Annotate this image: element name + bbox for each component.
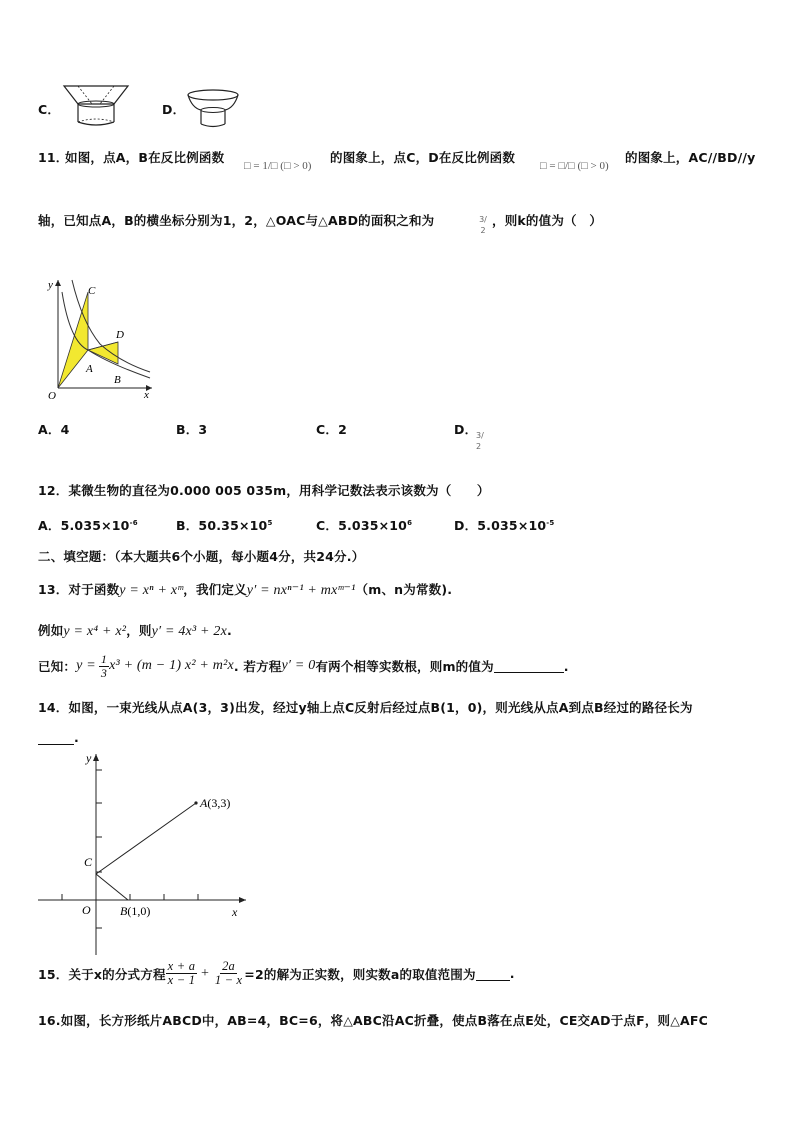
fig14-x-label: x (232, 905, 238, 919)
fig11-d-label: D (116, 329, 124, 341)
q14-answer-blank[interactable] (38, 732, 74, 745)
fig11-c-label: C (88, 285, 96, 297)
q15-prefix: 15．关于x的分式方程 (38, 966, 166, 982)
fig14-b-coord: (1,0) (127, 904, 151, 918)
frustum-solid-figure-icon (62, 82, 130, 128)
q15-equation-text: =2的解为正实数，则实数a的取值范围为 (244, 966, 476, 982)
fig14-a-letter: A (200, 796, 208, 810)
q10-option-d-label: D． (162, 102, 186, 117)
fig14-c-label: C (84, 855, 93, 869)
q15-fraction-2 (213, 960, 244, 987)
q12-text: 12．某微生物的直径为0.000 005 035m，用科学记数法表示该数为（ ） (38, 483, 490, 498)
q11-fraction-value (478, 214, 488, 236)
fig11-b-label: B (114, 374, 121, 386)
q15-fraction-2-den: 1 − x (214, 973, 243, 988)
q12-option-b (176, 516, 273, 534)
q12-option-d-label: D．5.035×10 (454, 518, 547, 533)
q11-option-c: C．2 (316, 422, 347, 437)
q13-text-2: （m、n为常数). (355, 582, 453, 597)
fig14-a-label (199, 796, 230, 810)
q11-text-3: 的图象上，AC//BD//y (625, 150, 756, 165)
q13-line-1 (38, 580, 452, 599)
q12-option-a (38, 516, 138, 534)
q13-example-end: . (227, 623, 232, 638)
q15-fraction-1-num: x + a (167, 959, 196, 973)
q13-known-end: 有两个相等实数根，则m的值为 (315, 659, 494, 675)
q13-example-formula-1: y = x⁴ + x² (63, 624, 127, 639)
q14-text: 14．如图，一束光线从点A(3，3)出发，经过y轴上点C反射后经过点B(1，0)，则光线从点A到点B经过的路径长为 (38, 700, 693, 715)
ray-ac (96, 803, 196, 874)
q10-option-c-label: C． (38, 102, 61, 117)
q13-example-prefix: 例如 (38, 623, 64, 638)
q13-known-y: y = (76, 658, 96, 674)
q13-example (38, 621, 232, 640)
q15-answer-blank[interactable] (476, 967, 510, 981)
q13-known-label: 已知： (38, 659, 77, 675)
fig14-b-letter: B (120, 904, 128, 918)
q12-option-c (316, 516, 412, 534)
q14-blank-end: . (74, 730, 79, 745)
q13-known-formula-2: y′ = 0 (281, 658, 316, 674)
q11-text-2: 的图象上，点C，D在反比例函数 (330, 150, 516, 165)
q13-known-dot: . (563, 658, 569, 674)
ray-cb (96, 874, 128, 900)
fig11-a-label: A (86, 363, 93, 375)
q13-known-fraction-num: 1 (100, 652, 108, 666)
q11-figure (40, 272, 160, 402)
bowl-solid-figure-icon (186, 88, 240, 130)
q16-text: 16.如图，长方形纸片ABCD中，AB=4，BC=6，将△ABC沿AC折叠，使点B落在点E处，CE交AD于点F，则△AFC (38, 1013, 709, 1028)
q12-option-a-exp: -6 (129, 518, 138, 527)
fig14-o-label: O (82, 903, 91, 917)
q11-formula-1: □ = 1/□ (□ > 0) (244, 160, 312, 172)
fig14-a-coord: (3,3) (207, 796, 231, 810)
q13-known-fraction-den: 3 (100, 665, 108, 680)
q15-fraction-2-num: 2a (222, 959, 235, 973)
q13-example-mid: ，则 (126, 623, 152, 638)
q13-formula-1: y = xⁿ + xᵐ (119, 583, 184, 598)
section-header: 二、填空题：（本大题共6个小题，每小题4分，共24分.） (38, 549, 365, 564)
q11-option-d-value: 3/2 (476, 431, 484, 451)
q13-number: 13．对于函数 (38, 582, 120, 597)
q15-fraction-1 (166, 960, 197, 987)
q11-line-2: 轴，已知点A，B的横坐标分别为1，2，△OAC与△ABD的面积之和为 (38, 213, 435, 228)
fig11-y-label: y (48, 279, 53, 291)
q13-known-formula: x³ + (m − 1) x² + m²x (109, 658, 234, 674)
fig14-b-label (120, 904, 150, 918)
q15-line (38, 960, 515, 987)
q11-number: 11． (38, 150, 69, 165)
q14-figure (34, 750, 254, 960)
q13-example-formula-2: y′ = 4x³ + 2x (151, 624, 228, 639)
q13-known-text: . 若方程 (233, 659, 282, 675)
q11-formula-2: □ = □/□ (□ > 0) (540, 160, 609, 172)
q12-option-b-exp: 5 (267, 518, 273, 527)
fig11-o-label: O (48, 390, 56, 402)
q11-option-a: A．4 (38, 422, 70, 437)
q12-option-d (454, 516, 554, 534)
q11-text-1: 如图，点A，B在反比例函数 (65, 150, 225, 165)
q13-known-fraction (99, 653, 109, 679)
q13-answer-blank[interactable] (494, 659, 564, 673)
q15-end: . (509, 966, 515, 982)
q11-option-b: B．3 (176, 422, 208, 437)
q14-blank-line (38, 730, 79, 745)
q12-option-d-exp: -5 (546, 518, 555, 527)
fig14-y-label: y (86, 751, 92, 765)
q12-option-b-label: B．50.35×10 (176, 518, 268, 533)
q15-plus: + (200, 965, 210, 981)
q12-option-c-exp: 6 (407, 518, 413, 527)
q11-fraction-text: 3/2 (479, 215, 487, 235)
fig11-x-label: x (144, 389, 149, 401)
q13-known (38, 653, 569, 679)
q12-option-c-label: C．5.035×10 (316, 518, 408, 533)
q11-line-2-end: ，则k的值为（ ） (492, 213, 603, 228)
q13-text-1: ，我们定义 (183, 582, 247, 597)
q12-option-a-label: A．5.035×10 (38, 518, 130, 533)
q11-option-d: D． (454, 422, 478, 437)
q15-fraction-1-den: x − 1 (167, 973, 196, 988)
q13-formula-2: y′ = nxⁿ⁻¹ + mxᵐ⁻¹ (246, 583, 356, 598)
triangle-oac (58, 292, 88, 388)
